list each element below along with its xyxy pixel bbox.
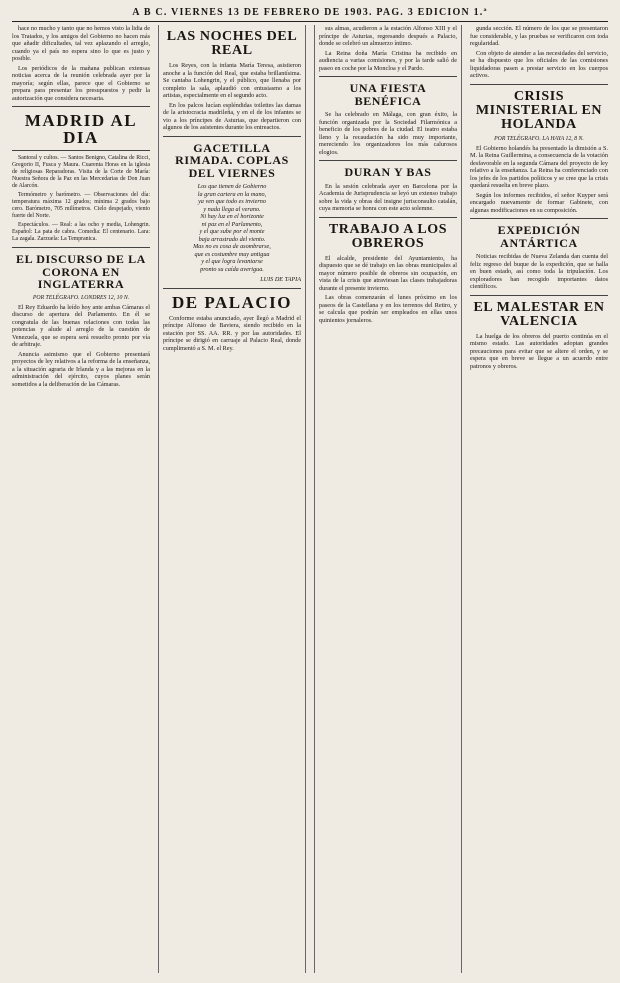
verse-line: y el que logra levantarse [201, 258, 263, 265]
verse-line: baja arrastrado del viento. [198, 235, 266, 243]
verse-line: y nada llega al verano. [203, 205, 261, 213]
divider [319, 76, 457, 77]
verse-line: pronto su caída averigua. [200, 265, 264, 273]
verse-line: y el que sube por el monte [199, 228, 265, 235]
deck-crisis: POR TELÉGRAFO. LA HAYA 12, 8 N. [494, 135, 584, 142]
headline-trabajo-obreros: TRABAJO A LOS OBREROS [328, 221, 448, 251]
column-2 [158, 25, 306, 973]
divider [163, 288, 301, 289]
expedicion-text: Noticias recibidas de Nueva Zelanda dan cuenta del feliz regreso del buque de la expedición, que se halla en buen estado, así como toda la tripulación. Los exploradores han recogido importantes datos científicos. [470, 253, 608, 290]
headline-de-palacio: DE PALACIO [172, 292, 292, 312]
fiesta-text: Se ha celebrado en Málaga, con gran éxito, la función organizada por la Sociedad Filarmónica a beneficio de los pobres de la ciudad. El teatro estaba lleno y la recaudación ha sido muy importante, mereciendo los organizadores los más calurosos elogios. [319, 111, 457, 156]
headline-crisis-holanda: CRISIS MINISTERIAL EN HOLANDA [475, 88, 603, 132]
headline-expedicion-antartica: EXPEDICIÓN ANTÁRTICA [497, 223, 581, 250]
verse-line: Mas no es cosa de asombrarse, [193, 243, 271, 250]
verse-block [163, 183, 301, 273]
col4-intro: gunda sección. El número de los que se presentaron fue considerable, y las pruebas se verificaron con toda regularidad. [470, 25, 608, 47]
columns [12, 25, 608, 973]
column-4 [470, 25, 608, 973]
divider [319, 160, 457, 161]
noches-text2: En los palcos lucían espléndidas toilettes las damas de la aristocracia madrileña, y en el de los infantes se vio a los príncipes de Asturias, que departieron con algunos de los asistentes durante los entreactos. [163, 101, 301, 131]
col4-intro2: Con objeto de atender a las necesidades del servicio, se ha dispuesto que los oficiales de las comisiones liquidadoras pasen a prestar servicio en los cuerpos activos. [470, 49, 608, 79]
divider [470, 218, 608, 219]
verse-line: que es costumbre muy antigua [194, 250, 270, 258]
trabajo-text2: Las obras comenzarán el lunes próximo en los paseos de la Castellana y en los terrenos del Retiro, y se calcula que podrán ser empleados en ellas unos quinientos jornaleros. [319, 294, 457, 324]
discurso-text: El Rey Eduardo ha leído hoy ante ambas Cámaras el discurso de apertura del Parlamento. En él se congratula de las buenas relaciones con todas las potencias y alude al arreglo de la cuestión de Venezuela, que se espera será resuelto pronto por vía de arbitraje. [12, 303, 150, 348]
santoral-text: Santoral y cultos. — Santos Benigno, Catalina de Ricci, Gregorio II, Fusca y Maura. Cuarenta Horas en la iglesia de religiosas Reparadoras. Visita de la Corte de María: Nuestra Señora de la Paz en las Mercedarias de Don Juan de Alarcón. [12, 155, 150, 189]
verse-line: la gran cartera en la mano, [197, 190, 267, 198]
verse-line: Ni hay luz en el horizonte [200, 213, 264, 220]
headline-discurso-corona: EL DISCURSO DE LA CORONA EN INGLATERRA [16, 252, 146, 291]
col3-intro2: La Reina doña María Cristina ha recibido en audiencia a varias comisiones, y por la tarde salió de paseo en coche por la Moncloa y el Pardo. [319, 49, 457, 72]
col1-intro: hace no mucho y tanto que no hemos visto la lidia de los Tratados, y los amigos del Gobierno no hacen más que añadir dificultades, tal vez aplazando el arreglo, cuando ya el país no espera sino lo que es justo y posible. [12, 25, 150, 62]
col1-intro2: Los periódicos de la mañana publican extensas noticias acerca de la reunión celebrada ayer por la mayoría; según ellas, parece que el Gobierno se prepara para presentar los presupuestos y pedir la autorización que considera necesaria. [12, 64, 150, 102]
crisis-text: El Gobierno holandés ha presentado la dimisión a S. M. la Reina Guillermina, a consecuencia de la votación desfavorable en la segunda Cámara del proyecto de ley relativo a la enseñanza. La Reina ha conferenciado con los jefes de los partidos políticos y se cree que la crisis quedará resuelta en breve plazo. [470, 144, 608, 189]
trabajo-text: El alcalde, presidente del Ayuntamiento, ha dispuesto que se dé trabajo en las obras municipales al mayor número posible de obreros sin ocupación, en vista de la crisis que atraviesan las clases trabajadoras durante el presente invierno. [319, 254, 457, 292]
termometro-text: Termómetro y barómetro. — Observaciones del día: temperatura máxima 12 grados; mínima 2 grados bajo cero. Barómetro, 705 milímetros. Cielo despejado, viento fuerte del Norte. [12, 192, 150, 219]
deck-discurso: POR TELÉGRAFO. LONDRES 12, 10 N. [32, 294, 130, 301]
col3-intro: sus almas, acudieron a la estación Alfonso XIII y el príncipe de Asturias, regresando después a Palacio, donde se celebró un almuerzo íntimo. [319, 25, 457, 47]
headline-duran-y-bas: DURAN Y BAS [344, 165, 432, 179]
crisis-text2: Según los informes recibidos, el señor Kuyper será encargado nuevamente de formar Gabinete, con algunas modificaciones en su composición. [470, 191, 608, 214]
verse-line: Los que tienen de Gobierno [197, 183, 267, 190]
divider [12, 106, 150, 107]
verse-line: ya ven que todo es invierno [198, 198, 266, 205]
divider [319, 217, 457, 218]
headline-fiesta-benefica: UNA FIESTA BENÉFICA [349, 81, 427, 108]
noches-text: Los Reyes, con la infanta María Teresa, asistieron anoche a la función del Real, que estaba brillantísima. Se cantaba Lohengrin, y el público, que llenaba por completo la sala, aplaudió con entusiasmo a los artistas, especialmente en el segundo acto. [163, 62, 301, 99]
duran-text: En la sesión celebrada ayer en Barcelona por la Academia de Jurisprudencia se leyó un extenso trabajo sobre la vida y obras del insigne jurisconsulto catalán, cuya memoria se honra con este acto solemne. [319, 182, 457, 212]
column-1 [12, 25, 150, 973]
discurso-text2: Anuncia asimismo que el Gobierno presentará proyectos de ley relativos a la reforma de la enseñanza, a la situación agraria de Irlanda y a las mejoras en la administración del ejército, cuyos planes serán sometidos a la deliberación de las Cámaras. [12, 350, 150, 388]
verse-line: ni paz en el Parlamento, [201, 220, 263, 228]
headline-madrid-al-dia: MADRID AL DIA [24, 111, 138, 147]
espectaculos-text: Espectáculos. — Real: a las ocho y media, Lohengrin. Español: La pata de cabra. Comedia: El centenario. Lara: La zagala. Zarzuela: La Tempranica. [12, 222, 150, 242]
headline-noches-del-real: LAS NOCHES DEL REAL [166, 29, 298, 58]
divider [12, 247, 150, 248]
malestar-text: La huelga de los obreros del puerto continúa en el mismo estado. Las autoridades adoptan grandes precauciones para evitar que se altere el orden, y se espera que en breve se llegue a un acuerdo entre patronos y obreros. [470, 332, 608, 370]
column-3 [314, 25, 462, 973]
masthead: A B C. VIERNES 13 DE FEBRERO DE 1903. PAG. 3 EDICION 1.ª [12, 6, 608, 22]
divider [163, 136, 301, 137]
headline-malestar-valencia: EL MALESTAR EN VALENCIA [473, 299, 605, 329]
divider [470, 84, 608, 85]
signature: LUIS DE TAPIA [260, 276, 301, 283]
divider [12, 150, 150, 151]
headline-gacetilla-rimada: GACETILLA RIMADA. COPLAS DEL VIERNES [175, 140, 289, 180]
divider [470, 295, 608, 296]
palacio-text: Conforme estaba anunciado, ayer llegó a Madrid el príncipe Alfonso de Baviera, siendo recibido en la estación por SS. AA. RR. y por las autoridades. El príncipe se dirigió en carruaje al Palacio Real, donde cumplimentó a S. M. el Rey. [163, 314, 301, 352]
